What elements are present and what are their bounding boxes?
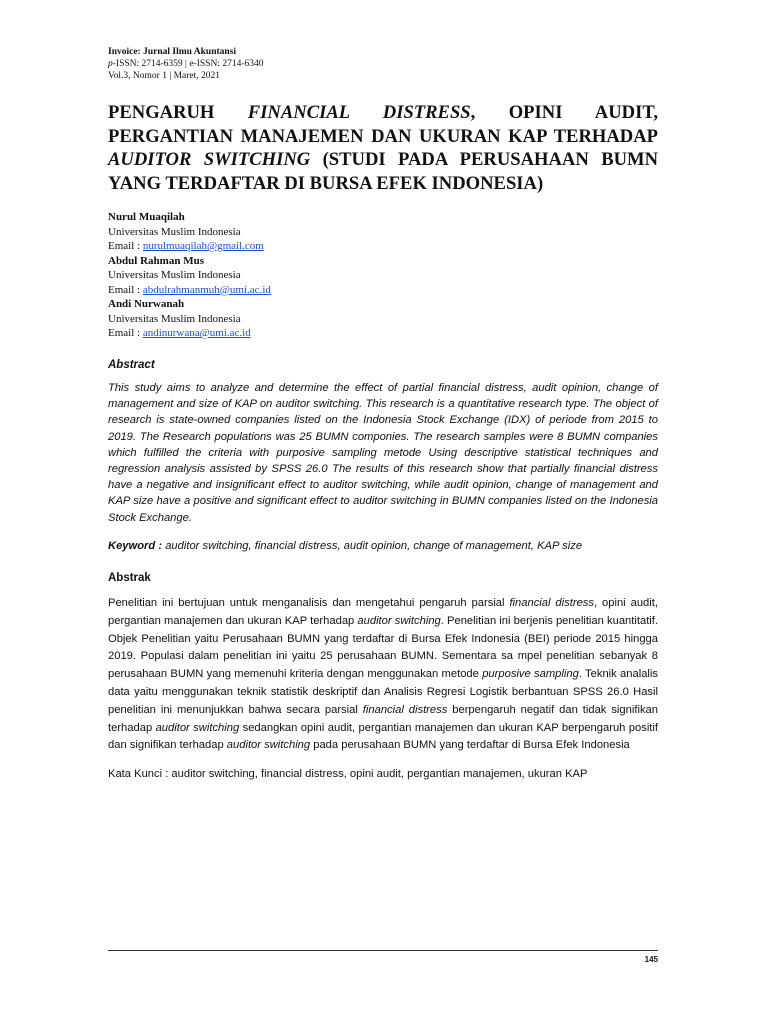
abstrak-heading: Abstrak xyxy=(108,572,151,584)
journal-issn: p-ISSN: 2714-6359 | e-ISSN: 2714-6340 xyxy=(108,59,264,69)
kata-kunci-list: auditor switching, financial distress, opini audit, pergantian manajemen, ukuran KAP xyxy=(168,768,588,780)
author-email: Email : andinurwana@umi.ac.id xyxy=(108,327,251,339)
keyword-list: auditor switching, financial distress, audit opinion, change of management, KAP size xyxy=(162,540,583,552)
keywords-id xyxy=(108,768,658,780)
author-name: Nurul Muaqilah xyxy=(108,211,185,223)
email-link[interactable]: nurulmuaqilah@gmail.com xyxy=(142,240,264,252)
author-name: Abdul Rahman Mus xyxy=(108,254,204,267)
email-link[interactable]: abdulrahmanmuh@umi.ac.id xyxy=(142,283,271,296)
journal-volume: Vol.3, Nomor 1 | Maret, 2021 xyxy=(108,71,221,81)
author-name: Andi Nurwanah xyxy=(108,298,185,310)
kata-kunci-label: Kata Kunci : xyxy=(108,768,169,780)
author-affiliation: Universitas Muslim Indonesia xyxy=(108,269,241,281)
abstract-heading: Abstract xyxy=(108,359,155,371)
author-email: Email : abdulrahmanmuh@umi.ac.id xyxy=(108,283,271,296)
journal-name: Invoice: Jurnal Ilmu Akuntansi xyxy=(108,47,237,57)
paper-title: PENGARUH FINANCIAL DISTRESS, OPINI AUDIT, PERGANTIAN MANAJEMEN DAN UKURAN KAP TERHADAP AUDITOR SWITCHING (STUDI PADA PERUSAHAAN BUMN YANG TERDAFTAR DI BURSA EFEK INDONESIA) xyxy=(108,102,659,194)
author-affiliation: Universitas Muslim Indonesia xyxy=(108,312,241,325)
journal-header xyxy=(108,46,263,82)
author-affiliation: Universitas Muslim Indonesia xyxy=(108,225,241,238)
page-number: 145 xyxy=(644,955,658,964)
abstrak-text: Penelitian ini bertujuan untuk menganalisis dan mengetahui pengaruh parsial financial distress, opini audit, pergantian manajemen dan ukuran KAP terhadap auditor switching. Penelitian ini berjenis penelitian kuantitatif. Objek Penelitian yaitu Perusahaan BUMN yang terdaftar di Bursa Efek Indonesia (BEI) periode 2015 hingga 2019. Populasi dalam penelitian ini yaitu 25 perusahaan BUMN. Sementara sa mpel penelitian sebanyak 8 perusahaan BUMN yang memenuhi kriteria dengan menggunakan metode purposive sampling. Teknik analalis data yaitu menggunakan teknik statistik deskriptif dan Analisis Regresi Logistik berbantuan SPSS 26.0 Hasil penelitian ini menunjukkan bahwa secara parsial financial distress berpengaruh negatif dan tidak signifikan terhadap auditor switching sedangkan opini audit, pergantian manajemen dan ukuran KAP berpengaruh positif dan signifikan terhadap auditor switching pada perusahaan BUMN yang terdaftar di Bursa Efek Indonesia xyxy=(108,597,659,752)
author-email: Email : nurulmuaqilah@gmail.com xyxy=(108,240,264,252)
abstract-text: This study aims to analyze and determine the effect of partial financial distress, audit opinion, change of management and size of KAP on auditor switching. This research is a quantitative research type. The object of research is state-owned companies listed on the Indonesia Stock Exchange (IDX) of periode from 2015 to 2019. The Research populations was 25 BUMN componies. The research samples were 8 BUMN companies which fulfilled the criteria with purposive sampling metode Using descriptive statistical techniques and regression analysis assisted by SPSS 26.0 The results of this research show that partially financial distress have a negative and insignificant effect to auditor switching, while audit opinion, change of management and KAP size have a positive and significant effect to auditor switching in BUMN companies listed on the Indonesia Stock Exchange. xyxy=(108,382,658,524)
footer-divider xyxy=(108,950,658,951)
email-link[interactable]: andinurwana@umi.ac.id xyxy=(142,327,251,339)
keyword-label: Keyword : xyxy=(108,540,163,552)
keywords-en xyxy=(108,540,658,552)
author-list xyxy=(108,210,271,341)
